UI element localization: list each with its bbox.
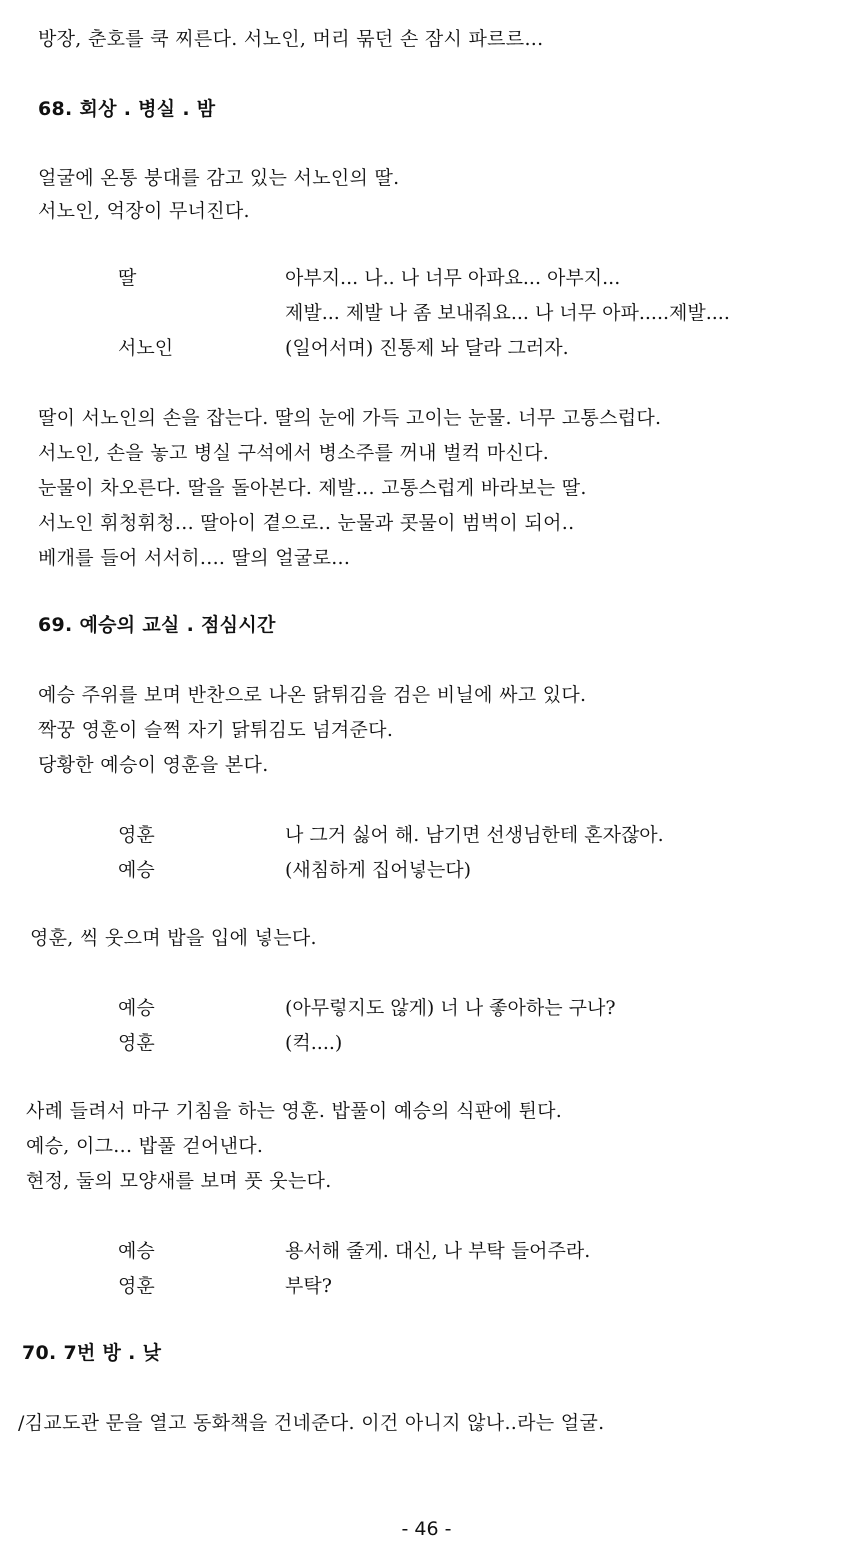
action-line: 서노인, 손을 놓고 병실 구석에서 병소주를 꺼내 벌컥 마신다. [38, 442, 550, 464]
action-line: 당황한 예승이 영훈을 본다. [38, 754, 269, 776]
action-line: 예승, 이그... 밥풀 걷어낸다. [26, 1135, 264, 1157]
action-line: 눈물이 차오른다. 딸을 돌아본다. 제발... 고통스럽게 바라보는 딸. [38, 477, 587, 499]
action-line: 딸이 서노인의 손을 잡는다. 딸의 눈에 가득 고이는 눈물. 너무 고통스럽다. [38, 407, 662, 429]
action-line: 현정, 둘의 모양새를 보며 풋 웃는다. [26, 1170, 332, 1192]
character-name: 예승 [118, 997, 155, 1019]
page-number: - 46 - [401, 1518, 452, 1540]
dialogue-line: (일어서며) 진통제 놔 달라 그러자. [285, 337, 569, 359]
character-name: 영훈 [118, 824, 155, 846]
character-name: 예승 [118, 859, 155, 881]
action-line: 얼굴에 온통 붕대를 감고 있는 서노인의 딸. [38, 167, 400, 189]
action-line: 예승 주위를 보며 반찬으로 나온 닭튀김을 검은 비닐에 싸고 있다. [38, 684, 587, 706]
action-line: 방장, 춘호를 쿡 찌른다. 서노인, 머리 묶던 손 잠시 파르르... [38, 28, 544, 50]
action-line: 사례 들려서 마구 기침을 하는 영훈. 밥풀이 예승의 식판에 튄다. [26, 1100, 563, 1122]
dialogue-line: (컥....) [285, 1032, 343, 1054]
dialogue-line: 용서해 줄게. 대신, 나 부탁 들어주라. [285, 1240, 591, 1262]
action-line: 서노인 휘청휘청... 딸아이 곁으로.. 눈물과 콧물이 범벅이 되어.. [38, 512, 575, 534]
character-name: 딸 [118, 267, 137, 289]
scene-heading-70: 70. 7번 방 . 낮 [22, 1342, 162, 1364]
dialogue-line: 제발... 제발 나 좀 보내줘요... 나 너무 아파.....제발.... [285, 302, 730, 324]
action-line: /김교도관 문을 열고 동화책을 건네준다. 이건 아니지 않나..라는 얼굴. [18, 1412, 605, 1434]
action-line: 영훈, 씩 웃으며 밥을 입에 넣는다. [30, 927, 317, 949]
character-name: 예승 [118, 1240, 155, 1262]
scene-heading-68: 68. 회상 . 병실 . 밤 [38, 98, 216, 120]
action-line: 서노인, 억장이 무너진다. [38, 200, 250, 222]
action-line: 베개를 들어 서서히.... 딸의 얼굴로... [38, 547, 351, 569]
dialogue-line: (아무렇지도 않게) 너 나 좋아하는 구나? [285, 997, 616, 1019]
dialogue-line: 아부지... 나.. 나 너무 아파요... 아부지... [285, 267, 621, 289]
character-name: 영훈 [118, 1032, 155, 1054]
dialogue-line: 나 그거 싫어 해. 남기면 선생님한테 혼자잖아. [285, 824, 664, 846]
character-name: 영훈 [118, 1275, 155, 1297]
action-line: 짝꿍 영훈이 슬쩍 자기 닭튀김도 넘겨준다. [38, 719, 394, 741]
dialogue-line: (새침하게 집어넣는다) [285, 859, 472, 881]
scene-heading-69: 69. 예승의 교실 . 점심시간 [38, 614, 276, 636]
dialogue-line: 부탁? [285, 1275, 332, 1297]
character-name: 서노인 [118, 337, 174, 359]
